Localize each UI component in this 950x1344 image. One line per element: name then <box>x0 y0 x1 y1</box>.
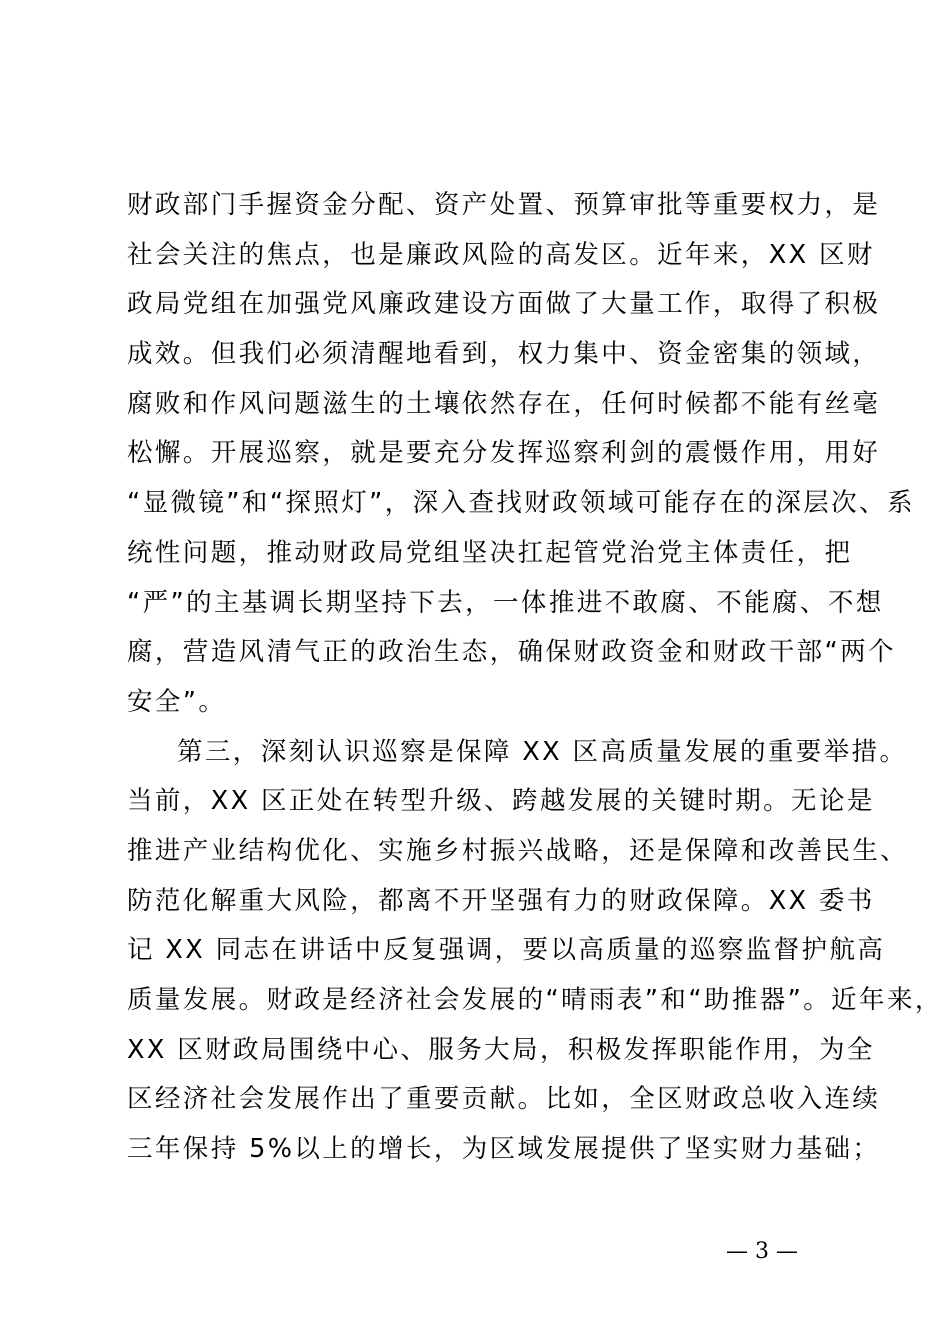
text-line: 腐败和作风问题滋生的土壤依然存在，任何时候都不能有丝毫 <box>127 388 881 419</box>
text-line: 推进产业结构优化、实施乡村振兴战略，还是保障和改善民生、 <box>127 835 909 866</box>
text-line: 社会关注的焦点，也是廉政风险的高发区。近年来，XX 区财 <box>127 239 875 270</box>
text-line: 质量发展。财政是经济社会发展的“晴雨表”和“助推器”。近年来， <box>127 985 943 1015</box>
text-line: XX 区财政局围绕中心、服务大局，积极发挥职能作用，为全 <box>127 1034 875 1065</box>
body-text <box>127 181 943 1175</box>
paragraph-first-line: 第三，深刻认识巡察是保障 XX 区高质量发展的重要举措。 <box>177 736 908 767</box>
page-number: — 3 — <box>726 1239 798 1264</box>
text-line: 区经济社会发展作出了重要贡献。比如，全区财政总收入连续 <box>127 1084 881 1115</box>
text-line: 防范化解重大风险，都离不开坚强有力的财政保障。XX 委书 <box>127 885 875 916</box>
text-line: 三年保持 5%以上的增长，为区域发展提供了坚实财力基础； <box>127 1134 881 1165</box>
text-line: 成效。但我们必须清醒地看到，权力集中、资金密集的领域， <box>127 339 881 370</box>
text-line: 财政部门手握资金分配、资产处置、预算审批等重要权力，是 <box>127 190 881 220</box>
text-line: 当前，XX 区正处在转型升级、跨越发展的关键时期。无论是 <box>127 786 875 817</box>
text-line: 统性问题，推动财政局党组坚决扛起管党治党主体责任，把 <box>127 537 853 568</box>
text-line: 腐，营造风清气正的政治生态，确保财政资金和财政干部“两个 <box>127 637 896 668</box>
text-line: “显微镜”和“探照灯”，深入查找财政领域可能存在的深层次、系 <box>127 488 915 519</box>
text-line: “严”的主基调长期坚持下去，一体推进不敢腐、不能腐、不想 <box>127 587 884 618</box>
text-line: 松懈。开展巡察，就是要充分发挥巡察利剑的震慑作用，用好 <box>127 438 881 469</box>
text-line: 政局党组在加强党风廉政建设方面做了大量工作，取得了积极 <box>127 289 881 320</box>
text-line: 安全”。 <box>127 686 227 717</box>
text-line: 记 XX 同志在讲话中反复强调，要以高质量的巡察监督护航高 <box>127 935 886 966</box>
